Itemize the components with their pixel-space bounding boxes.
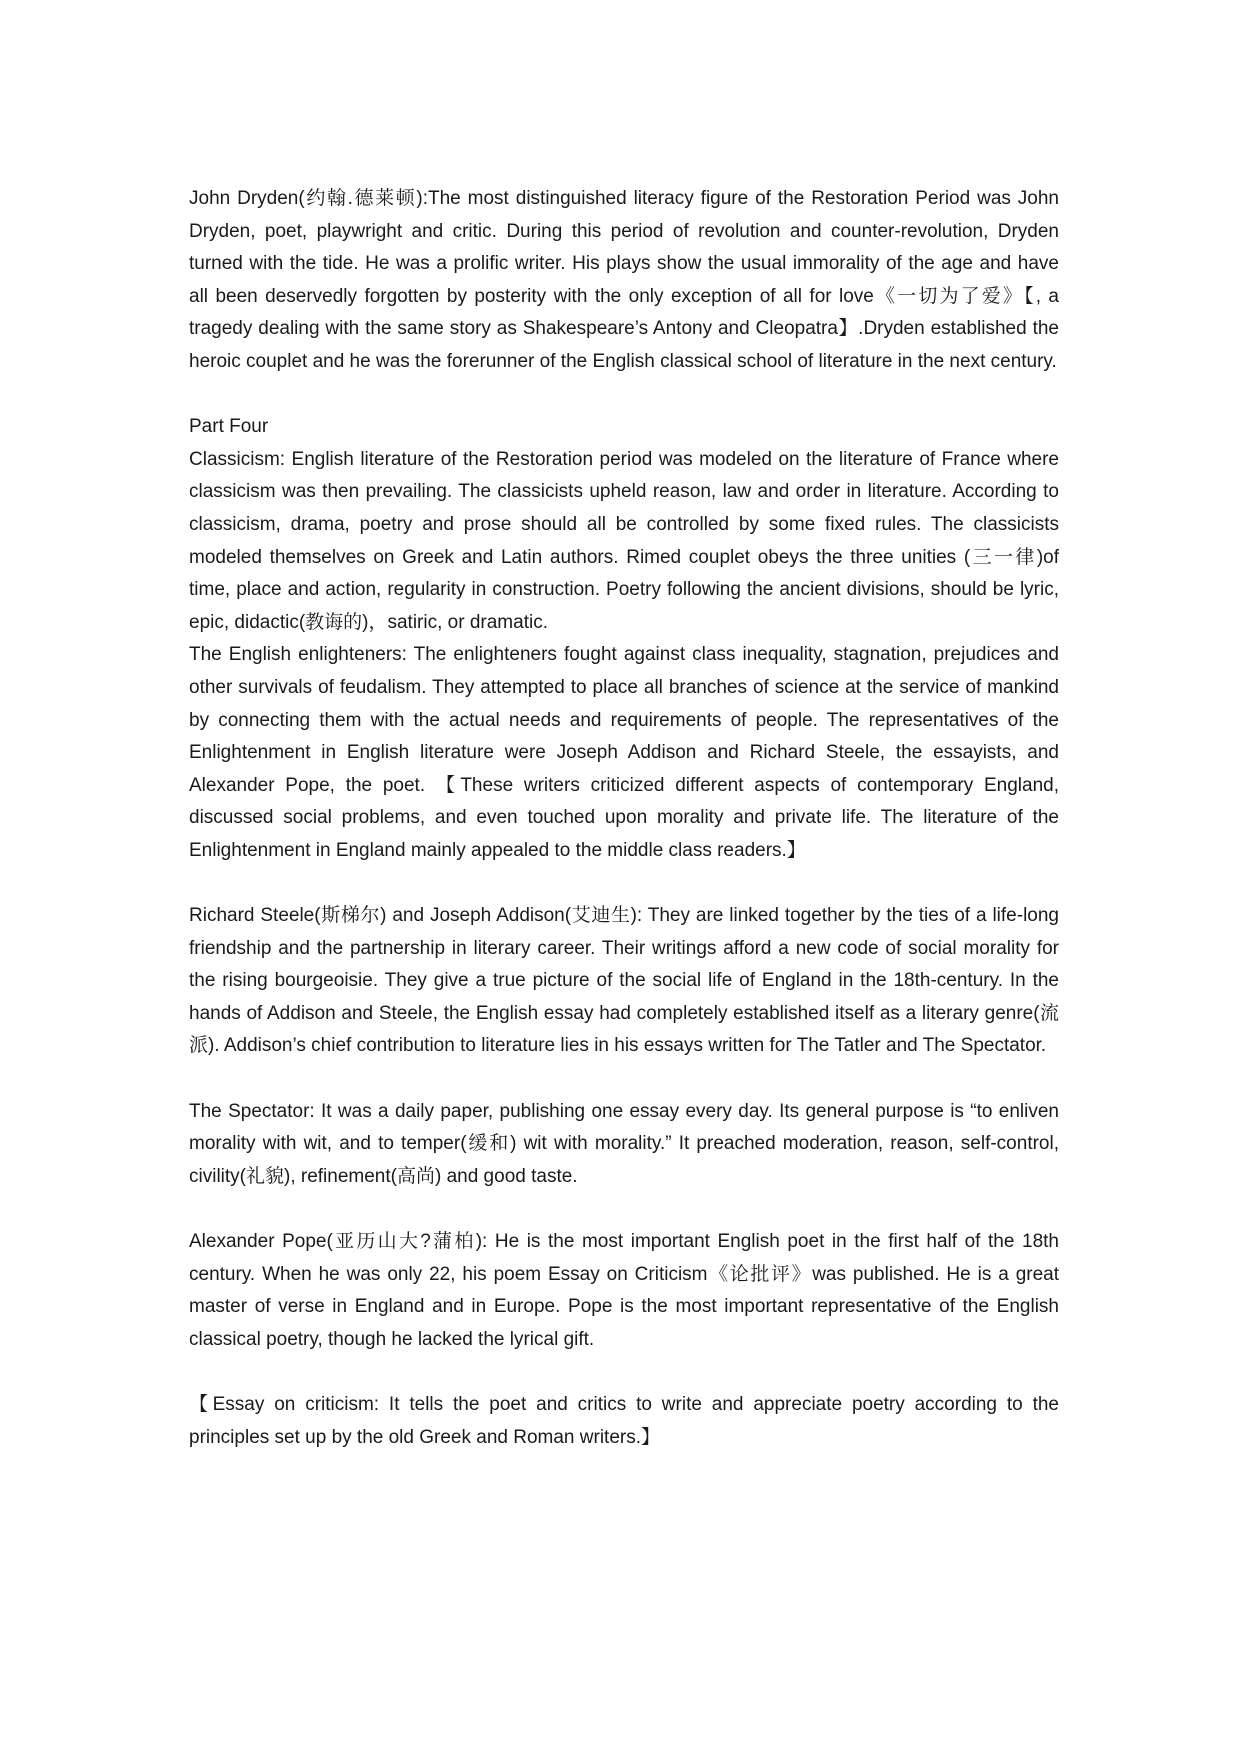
paragraph-spacer [189, 379, 1059, 412]
heading-part-four: Part Four [189, 416, 269, 438]
paragraph-english-enlighteners: The English enlighteners: The enlighteners fought against class inequality, stagnation, prejudices and other survivals of feudalism. They attempted to place all branches of science at the service of mankind by connecting them with the actual needs and requirements of people. The representatives of the Enlightenment in English literature were Joseph Addison and Richard Steele, the essayists, and Alexander Pope, the poet. 【These writers criticized different aspects of contemporary England, discussed social problems, and even touched upon morality and private life. The literature of the Enlightenment in England mainly appealed to the middle class readers.】 [189, 644, 1059, 861]
paragraph-classicism: Classicism: English literature of the Restoration period was modeled on the literature of France where classicism was then prevailing. The classicists upheld reason, law and order in literature. According to classicism, drama, poetry and prose should all be controlled by some fixed rules. The classicists modeled themselves on Greek and Latin authors. Rimed couplet obeys the three unities (三一律)of time, place and action, regularity in construction. Poetry following the ancient divisions, should be lyric, epic, didactic(教诲的)，satiric, or dramatic. [189, 448, 1059, 633]
document-page [189, 183, 1059, 1454]
paragraph-spacer [189, 867, 1059, 900]
paragraph-essay-on-criticism: 【Essay on criticism: It tells the poet and critics to write and appreciate poetry according to the principles set up by the old Greek and Roman writers.】 [189, 1393, 1059, 1448]
paragraph-alexander-pope: Alexander Pope(亚历山大?蒲柏): He is the most important English poet in the first half of the 18th century. When he was only 22, his poem Essay on Criticism《论批评》was published. He is a great master of verse in England and in Europe. Pope is the most important representative of the English classical poetry, though he lacked the lyrical gift. [189, 1231, 1059, 1350]
paragraph-spacer [189, 1356, 1059, 1389]
paragraph-the-spectator: The Spectator: It was a daily paper, publishing one essay every day. Its general purpose is “to enliven morality with wit, and to temper(缓和) wit with morality.” It preached moderation, reason, self-control, civility(礼貌), refinement(高尚) and good taste. [189, 1100, 1059, 1187]
paragraph-spacer [189, 1063, 1059, 1096]
paragraph-steele-addison: Richard Steele(斯梯尔) and Joseph Addison(艾迪生): They are linked together by the ties of a life-long friendship and the partnership in literary career. Their writings afford a new code of social morality for the rising bourgeoisie. They give a true picture of the social life of England in the 18th-century. In the hands of Addison and Steele, the English essay had completely established itself as a literary genre(流派). Addison’s chief contribution to literature lies in his essays written for The Tatler and The Spectator. [189, 905, 1059, 1057]
paragraph-john-dryden: John Dryden(约翰.德莱顿):The most distinguished literacy figure of the Restoration Period was John Dryden, poet, playwright and critic. During this period of revolution and counter-revolution, Dryden turned with the tide. He was a prolific writer. His plays show the usual immorality of the age and have all been deservedly forgotten by posterity with the only exception of all for love《一切为了爱》【, a tragedy dealing with the same story as Shakespeare’s Antony and Cleopatra】.Dryden established the heroic couplet and he was the forerunner of the English classical school of literature in the next century. [189, 188, 1059, 372]
paragraph-spacer [189, 1193, 1059, 1226]
